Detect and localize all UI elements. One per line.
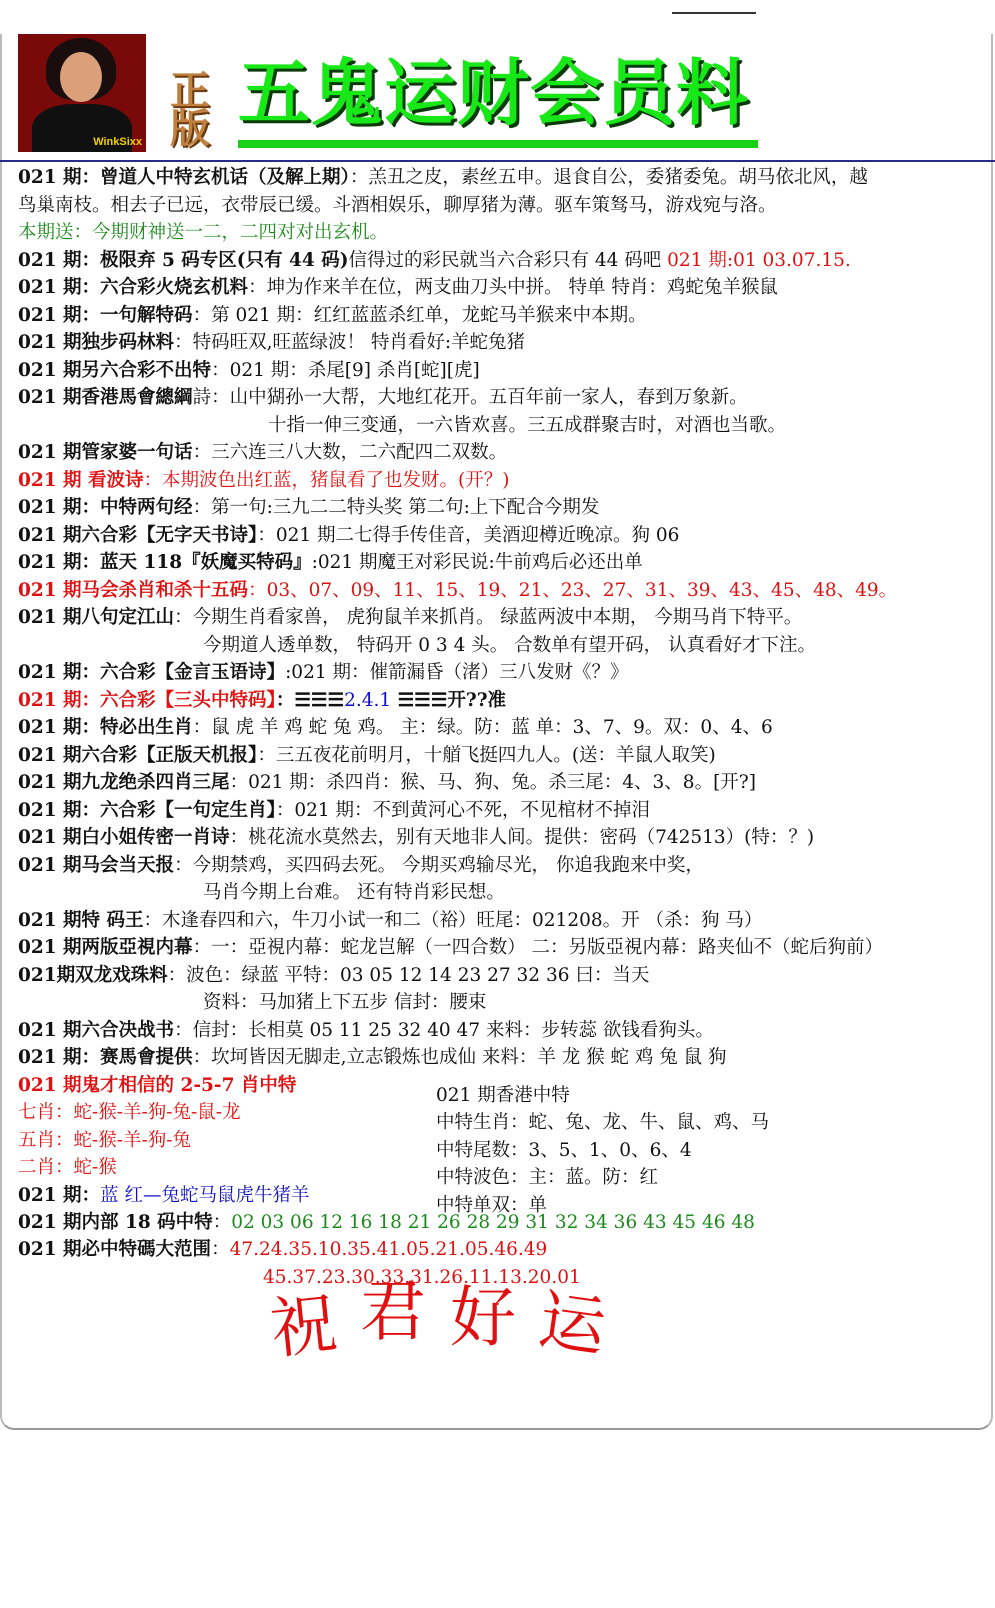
line-10: 十指一伸三变通，一六皆欢喜。三五成群聚吉时，对酒也当歌。 xyxy=(268,414,787,436)
line-1: 021 期：曾道人中特玄机话（及解上期）：羔丑之皮，素丝五申。退食自公，委猪委兔。胡马依北风，越 xyxy=(18,167,868,188)
line-33: 021 期：赛馬會提供：坎坷皆因无脚走,立志锻炼也成仙 来料：羊 龙 猴 蛇 鸡 兔 鼠 狗 xyxy=(18,1047,727,1068)
ghost-color: 021 期：蓝 红—兔蛇马鼠虎牛猪羊 xyxy=(18,1184,310,1206)
hk-tail: 中特尾数：3、5、1、0、6、4 xyxy=(436,1139,692,1161)
ghost-two: 二肖：蛇-猴 xyxy=(18,1157,117,1178)
line-21: 021 期：特必出生肖：鼠 虎 羊 鸡 蛇 兔 鸡。 主：绿。防：蓝 单：3、7、9。双：0、4、6 xyxy=(18,717,773,738)
blessing-char-3: 好 xyxy=(450,1279,540,1356)
blessing-char-1: 祝 xyxy=(266,1282,365,1369)
line-2: 鸟巢南枝。相去子已远，衣带辰已缓。斗酒相娱乐，聊厚猪为薄。驱车策驽马，游戏宛与洛。 xyxy=(18,194,777,216)
ghost-five: 五肖：蛇-猴-羊-狗-兔 xyxy=(18,1129,192,1151)
line-15: 021 期：蓝天 118『妖魔买特码』:021 期魔王对彩民说:牛前鸡后必还出单 xyxy=(18,552,643,573)
photo-caption: WinkSixx xyxy=(93,136,142,148)
portrait-photo xyxy=(18,34,146,152)
line-20: 021 期：六合彩【三头中特码】：☰☰☰2.4.1 ☰☰☰开??准 xyxy=(18,689,507,711)
title-underline xyxy=(238,140,758,148)
line-26: 021 期马会当天报：今期禁鸡，买四码去死。 今期买鸡输尽光， 你追我跑来中奖， xyxy=(18,854,704,876)
line-30: 021期双龙戏珠料：波色：绿蓝 平特：03 05 12 14 23 27 32 36 曰：当天 xyxy=(18,964,650,986)
big-range-2: 45.37.23.30.33.31.26.11.13.20.01 xyxy=(263,1266,581,1288)
line-16: 021 期马会杀肖和杀十五码：03、07、09、11、15、19、21、23、27、31、39、43、45、48、49。 xyxy=(18,579,898,601)
line-17: 021 期八句定江山：今期生肖看家兽， 虎狗鼠羊来抓肖。 绿蓝两波中本期， 今期马肖下特平。 xyxy=(18,607,803,628)
line-5: 021 期：六合彩火烧玄机料：坤为作来羊在位，两支曲刀头中拼。 特单 特肖：鸡蛇兔羊猴鼠 xyxy=(18,277,778,298)
two-column-section xyxy=(18,1072,988,1216)
line-13: 021 期：中特两句经：第一句:三九二二特头奖 第二句:上下配合今期发 xyxy=(18,497,600,518)
line-31: 资料：马加猪上下五步 信封：腰束 xyxy=(203,992,487,1013)
line-8: 021 期另六合彩不出特：021 期：杀尾[9] 杀肖[蛇][虎] xyxy=(18,359,480,381)
inner-18-codes: 021 期内部 18 码中特：02 03 06 12 16 18 21 26 28 29 31 32 34 36 43 45 46 48 xyxy=(18,1211,755,1233)
line-18: 今期道人透单数， 特码开 0 3 4 头。 合数单有望开码， 认真看好才下注。 xyxy=(203,634,816,656)
line-23: 021 期九龙绝杀四肖三尾：021 期：杀四肖：猴、马、狗、兔。杀三尾：4、3、8。[开?] xyxy=(18,772,756,793)
blessing-text xyxy=(266,1272,635,1370)
line-27: 马肖今期上台难。 还有特肖彩民想。 xyxy=(203,882,505,903)
hk-zodiac: 中特生肖：蛇、兔、龙、牛、鼠、鸡、马 xyxy=(436,1112,770,1133)
line-29: 021 期两版亞視内幕：一：亞視内幕：蛇龙岂解（一四合数） 二：另版亞視内幕：路夹仙不（蛇后狗前） xyxy=(18,937,883,958)
line-25: 021 期白小姐传密一肖诗：桃花流水莫然去，别有天地非人间。提供：密码（742513）(特：？) xyxy=(18,827,815,848)
line-3: 本期送：今期财神送一二，二四对对出玄机。 xyxy=(18,222,389,243)
ghost-block xyxy=(18,1072,309,1210)
line-11: 021 期管家婆一句话：三六连三八大数，二六配四二双数。 xyxy=(18,442,508,463)
zhengban-badge: 正版 xyxy=(170,67,210,152)
line-28: 021 期特 码王：木逢春四和六，牛刀小试一和二（裕）旺尾：021208。开 （杀：狗 马） xyxy=(18,909,763,931)
header-divider xyxy=(0,160,995,162)
ghost-title: 021 期鬼才相信的 2-5-7 肖中特 xyxy=(18,1074,297,1096)
content xyxy=(18,164,988,1291)
blessing-char-2: 君 xyxy=(360,1273,450,1350)
header xyxy=(0,34,995,166)
line-6: 021 期：一句解特码：第 021 期：红红蓝蓝杀红单，龙蛇马羊猴来中本期。 xyxy=(18,304,647,326)
hk-oddeven: 中特单双：单 xyxy=(436,1194,548,1216)
hk-wave: 中特波色：主：蓝。防：红 xyxy=(436,1167,659,1188)
line-14: 021 期六合彩【无字天书诗】：021 期二七得手传佳音，美酒迎樽近晚凉。狗 06 xyxy=(18,524,680,546)
blessing-char-4: 运 xyxy=(534,1281,635,1370)
ghost-seven: 七肖：蛇-猴-羊-狗-兔-鼠-龙 xyxy=(18,1102,241,1123)
hk-title: 021 期香港中特 xyxy=(436,1084,570,1106)
line-4: 021 期：极限弃 5 码专区(只有 44 码)信得过的彩民就当六合彩只有 44 码吧 021 期:01 03.07.15. xyxy=(18,249,851,271)
line-19: 021 期：六合彩【金言玉语诗】:021 期：催箭漏昏（渚）三八发财《？》 xyxy=(18,662,629,683)
line-9: 021 期香港馬會總綱詩：山中猢孙一大帮，大地红花开。五百年前一家人，春到万象新。 xyxy=(18,387,748,408)
line-7: 021 期独步码林料：特码旺双,旺蓝绿波！ 特肖看好:羊蛇兔猪 xyxy=(18,332,526,353)
line-12: 021 期 看波诗：本期波色出红蓝，猪鼠看了也发财。(开？) xyxy=(18,469,510,491)
line-24: 021 期：六合彩【一句定生肖】：021 期：不到黄河心不死，不见棺材不掉泪 xyxy=(18,799,651,821)
line-32: 021 期六合决战书：信封：长相莫 05 11 25 32 40 47 来料：步转蕊 欲钱看狗头。 xyxy=(18,1019,714,1041)
page-title: 五鬼运财会员料 xyxy=(238,51,750,135)
top-rule xyxy=(672,12,756,14)
line-22: 021 期六合彩【正版天机报】：三五夜花前明月，十艏飞挺四九人。(送：羊鼠人取笑) xyxy=(18,744,716,766)
hk-block xyxy=(436,1082,769,1220)
big-range: 021 期必中特碼大范围：47.24.35.10.35.41.05.21.05.46.49 xyxy=(18,1239,548,1260)
